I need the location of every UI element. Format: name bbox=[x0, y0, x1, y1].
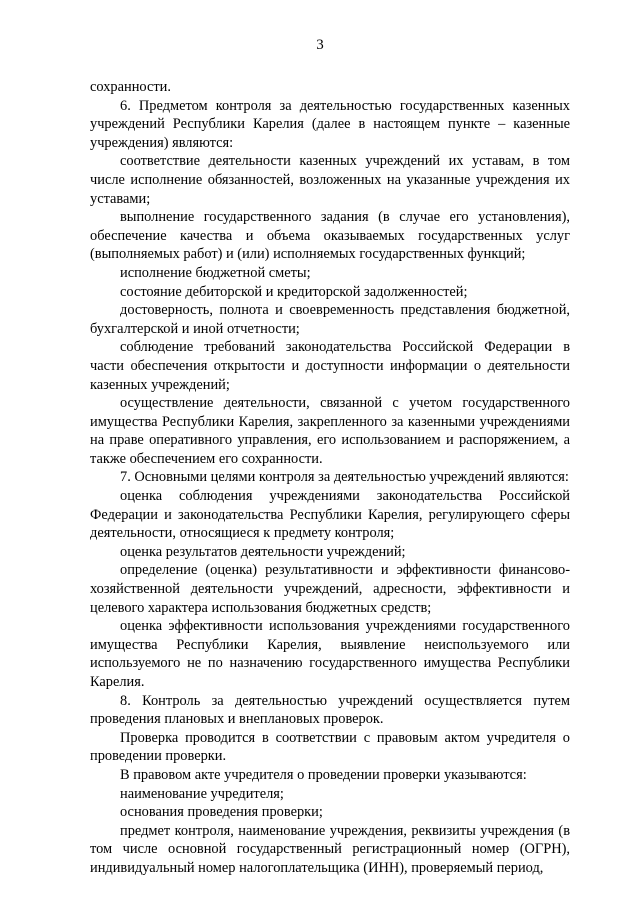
paragraph: оценка соблюдения учреждениями законодательства Российской Федерации и законодательства Республики Карелия, регулирующего сферы деятельности, относящиеся к предмету контроля; bbox=[90, 488, 570, 542]
paragraph: соблюдение требований законодательства Российской Федерации в части обеспечения открытости и доступности информации о деятельности казенных учреждений; bbox=[90, 339, 570, 393]
paragraph: предмет контроля, наименование учреждения, реквизиты учреждения (в том числе основной государственный регистрационный номер (ОГРН), индивидуальный номер налогоплательщика (ИНН), проверяемый период, bbox=[90, 822, 570, 876]
paragraph: В правовом акте учредителя о проведении проверки указываются: bbox=[120, 766, 527, 783]
paragraph: осуществление деятельности, связанной с учетом государственного имущества Республики Карелия, закрепленного за казенными учреждениями на праве оперативного управления, его использованием и распоряжением, а также обеспечением его сохранности. bbox=[90, 395, 570, 467]
paragraph: сохранности. bbox=[90, 79, 171, 95]
paragraph: оценка результатов деятельности учреждений; bbox=[120, 543, 406, 560]
paragraph: соответствие деятельности казенных учреждений их уставам, в том числе исполнение обязанностей, возложенных на указанные учреждения их уставами; bbox=[90, 153, 570, 207]
paragraph: Проверка проводится в соответствии с правовым актом учредителя о проведении проверки. bbox=[90, 729, 570, 765]
paragraph: 6. Предметом контроля за деятельностью государственных казенных учреждений Республики Карелия (далее в настоящем пункте – казенные учреждения) являются: bbox=[90, 97, 570, 151]
paragraph: 8. Контроль за деятельностью учреждений осуществляется путем проведения плановых и внеплановых проверок. bbox=[90, 692, 570, 728]
page-number: 3 bbox=[316, 37, 324, 53]
paragraph: основания проведения проверки; bbox=[120, 804, 323, 821]
paragraph: достоверность, полнота и своевременность представления бюджетной, бухгалтерской и иной отчетности; bbox=[90, 302, 570, 337]
paragraph: 7. Основными целями контроля за деятельностью учреждений являются: bbox=[120, 469, 569, 486]
paragraph: определение (оценка) результативности и эффективности финансово-хозяйственной деятельности учреждений, адресности, эффективности и целевого характера использования бюджетных средств; bbox=[90, 562, 570, 616]
paragraph: наименование учредителя; bbox=[120, 785, 284, 802]
paragraph: оценка эффективности использования учреждениями государственного имущества Республики Карелия, выявление неиспользуемого или используемого не по назначению государственного имущества Республики Карелия. bbox=[90, 618, 570, 690]
paragraph: исполнение бюджетной сметы; bbox=[120, 264, 311, 281]
document-body bbox=[90, 78, 570, 878]
paragraph: выполнение государственного задания (в случае его установления), обеспечение качества и объема оказываемых государственных услуг (выполняемых работ) и (или) исполняемых государственных функций; bbox=[90, 209, 570, 263]
paragraph: состояние дебиторской и кредиторской задолженностей; bbox=[120, 283, 468, 300]
